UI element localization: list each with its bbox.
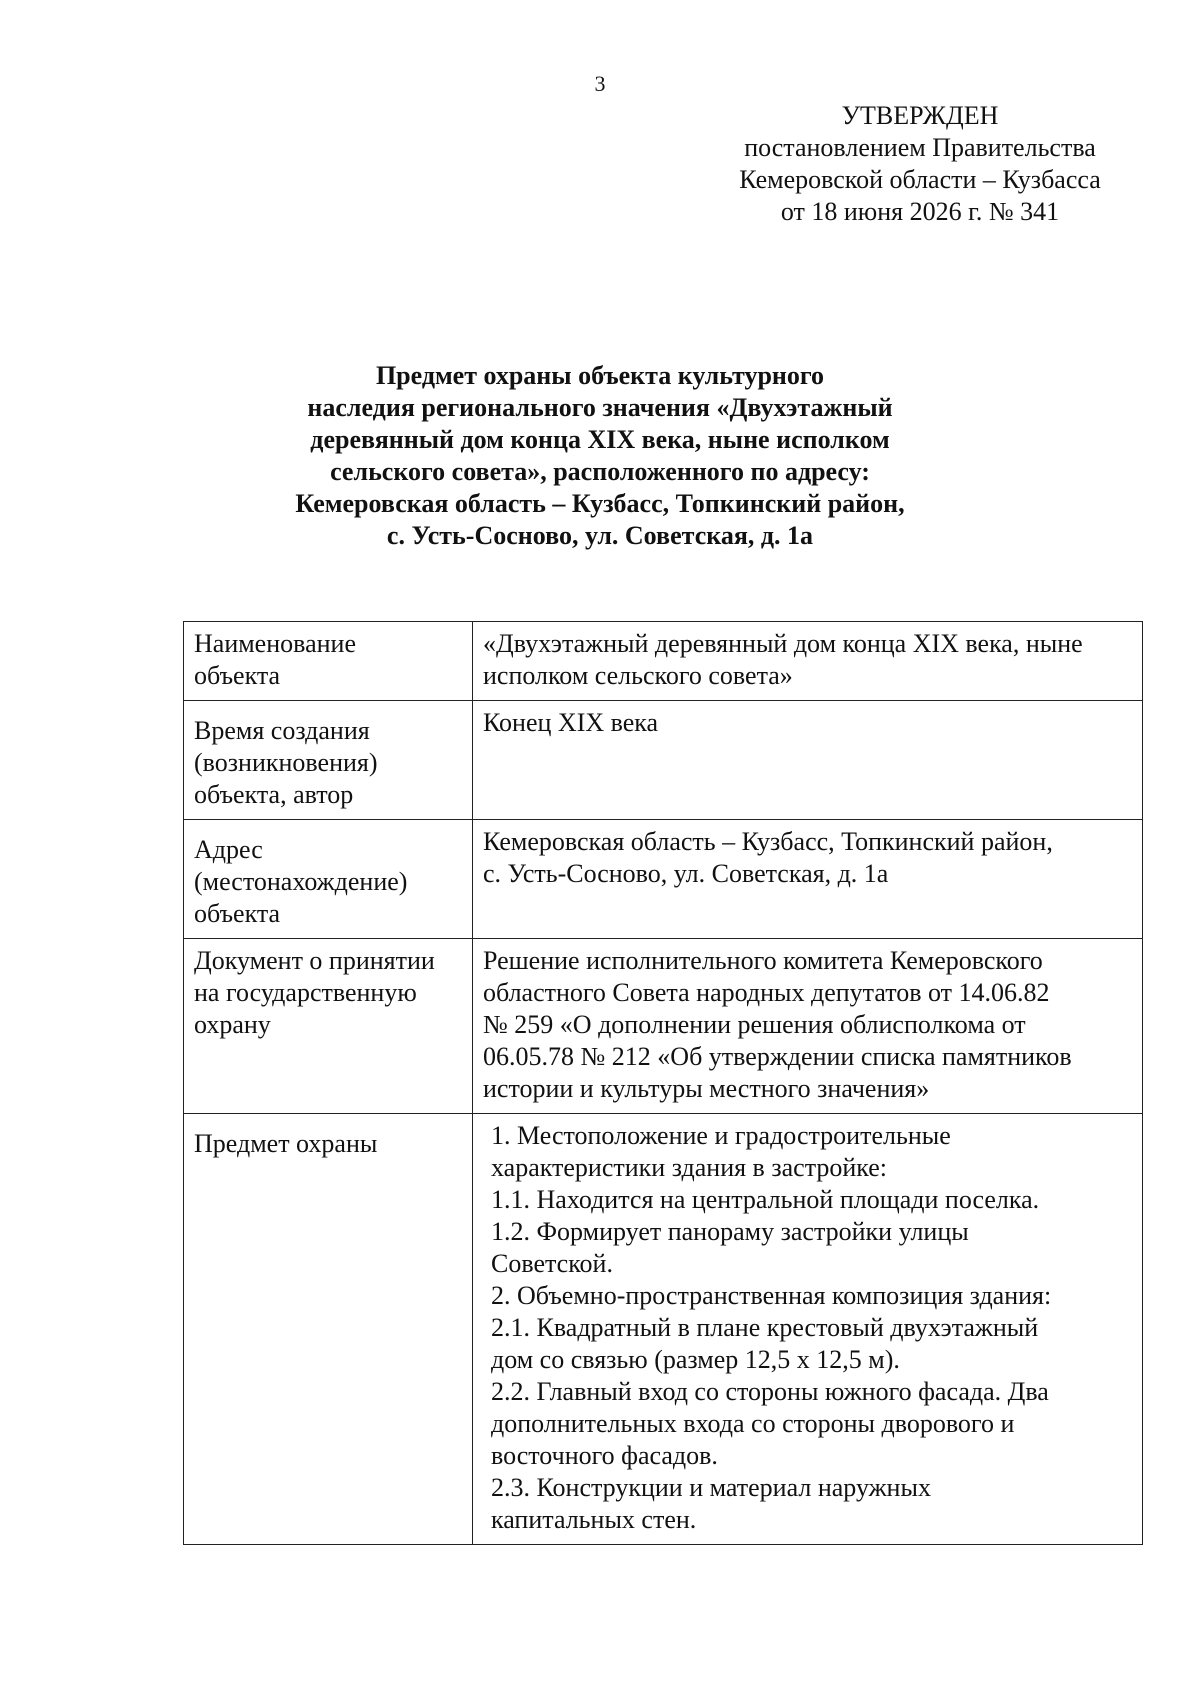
label-line: Предмет охраны [194, 1129, 378, 1158]
label-line: Время создания [194, 716, 370, 745]
table-row-protection-subject [184, 1114, 1143, 1545]
value-line: исполком сельского совета» [483, 661, 793, 690]
value-line: Кемеровская область – Кузбасс, Топкинский район, [483, 827, 1053, 856]
row-value [473, 622, 1143, 701]
row-label [184, 1114, 473, 1545]
label-line: Документ о принятии [194, 946, 435, 975]
value-line: восточного фасадов. [491, 1441, 718, 1470]
row-value [473, 820, 1143, 939]
value-line: областного Совета народных депутатов от 14.06.82 [483, 978, 1050, 1007]
value-line: капитальных стен. [491, 1505, 697, 1534]
table-row-protection-document [184, 939, 1143, 1114]
value-line: дом со связью (размер 12,5 х 12,5 м). [491, 1345, 900, 1374]
title-line: с. Усть-Сосново, ул. Советская, д. 1а [386, 521, 814, 550]
value-line: истории и культуры местного значения» [483, 1074, 930, 1103]
value-line: 2.2. Главный вход со стороны южного фасада. Два [491, 1377, 1049, 1406]
value-line: с. Усть-Сосново, ул. Советская, д. 1а [483, 859, 889, 888]
title-line: Кемеровская область – Кузбасс, Топкинский район, [295, 489, 905, 518]
row-label [184, 939, 473, 1114]
approval-line: постановлением Правительства [744, 133, 1096, 162]
row-value [473, 939, 1143, 1114]
label-line: Наименование [194, 629, 356, 658]
table-row-name [184, 622, 1143, 701]
value-line: Конец XIX века [483, 708, 659, 737]
table-row-creation-time [184, 701, 1143, 820]
approval-line: Кемеровской области – Кузбасса [739, 165, 1101, 194]
value-line: 2.3. Конструкции и материал наружных [491, 1473, 931, 1502]
value-line: 06.05.78 № 212 «Об утверждении списка памятников [483, 1042, 1072, 1071]
protection-subject-table [183, 621, 1143, 1545]
label-line: охрану [194, 1010, 271, 1039]
approval-line: УТВЕРЖДЕН [841, 101, 999, 130]
row-value [473, 1114, 1143, 1545]
value-line: Советской. [491, 1249, 613, 1278]
title-line: Предмет охраны объекта культурного [375, 361, 825, 390]
document-title [200, 360, 1000, 552]
value-line: 1. Местоположение и градостроительные [491, 1121, 951, 1150]
title-line: наследия регионального значения «Двухэтажный [307, 393, 893, 422]
row-label [184, 701, 473, 820]
label-line: Адрес [194, 835, 263, 864]
label-line: объекта [194, 661, 281, 690]
label-line: объекта, автор [194, 780, 354, 809]
row-label [184, 622, 473, 701]
value-line: 1.2. Формирует панораму застройки улицы [491, 1217, 969, 1246]
value-line: характеристики здания в застройке: [491, 1153, 888, 1182]
value-line: № 259 «О дополнении решения облисполкома от [483, 1010, 1026, 1039]
title-line: деревянный дом конца XIX века, ныне исполком [310, 425, 890, 454]
value-line: Решение исполнительного комитета Кемеровского [483, 946, 1043, 975]
table-row-address [184, 820, 1143, 939]
value-line: 2.1. Квадратный в плане крестовый двухэтажный [491, 1313, 1039, 1342]
title-line: сельского совета», расположенного по адресу: [330, 457, 870, 486]
label-line: объекта [194, 899, 281, 928]
value-line: 2. Объемно-пространственная композиция здания: [491, 1281, 1052, 1310]
label-line: (местонахождение) [194, 867, 408, 896]
row-label [184, 820, 473, 939]
page-number: 3 [594, 71, 606, 96]
label-line: на государственную [194, 978, 417, 1007]
row-value [473, 701, 1143, 820]
approval-stamp [690, 100, 1150, 228]
approval-line: от 18 июня 2026 г. № 341 [780, 197, 1060, 226]
value-line: дополнительных входа со стороны дворового и [491, 1409, 1015, 1438]
value-line: «Двухэтажный деревянный дом конца XIX века, ныне [483, 629, 1083, 658]
value-line: 1.1. Находится на центральной площади поселка. [491, 1185, 1040, 1214]
label-line: (возникновения) [194, 748, 378, 777]
